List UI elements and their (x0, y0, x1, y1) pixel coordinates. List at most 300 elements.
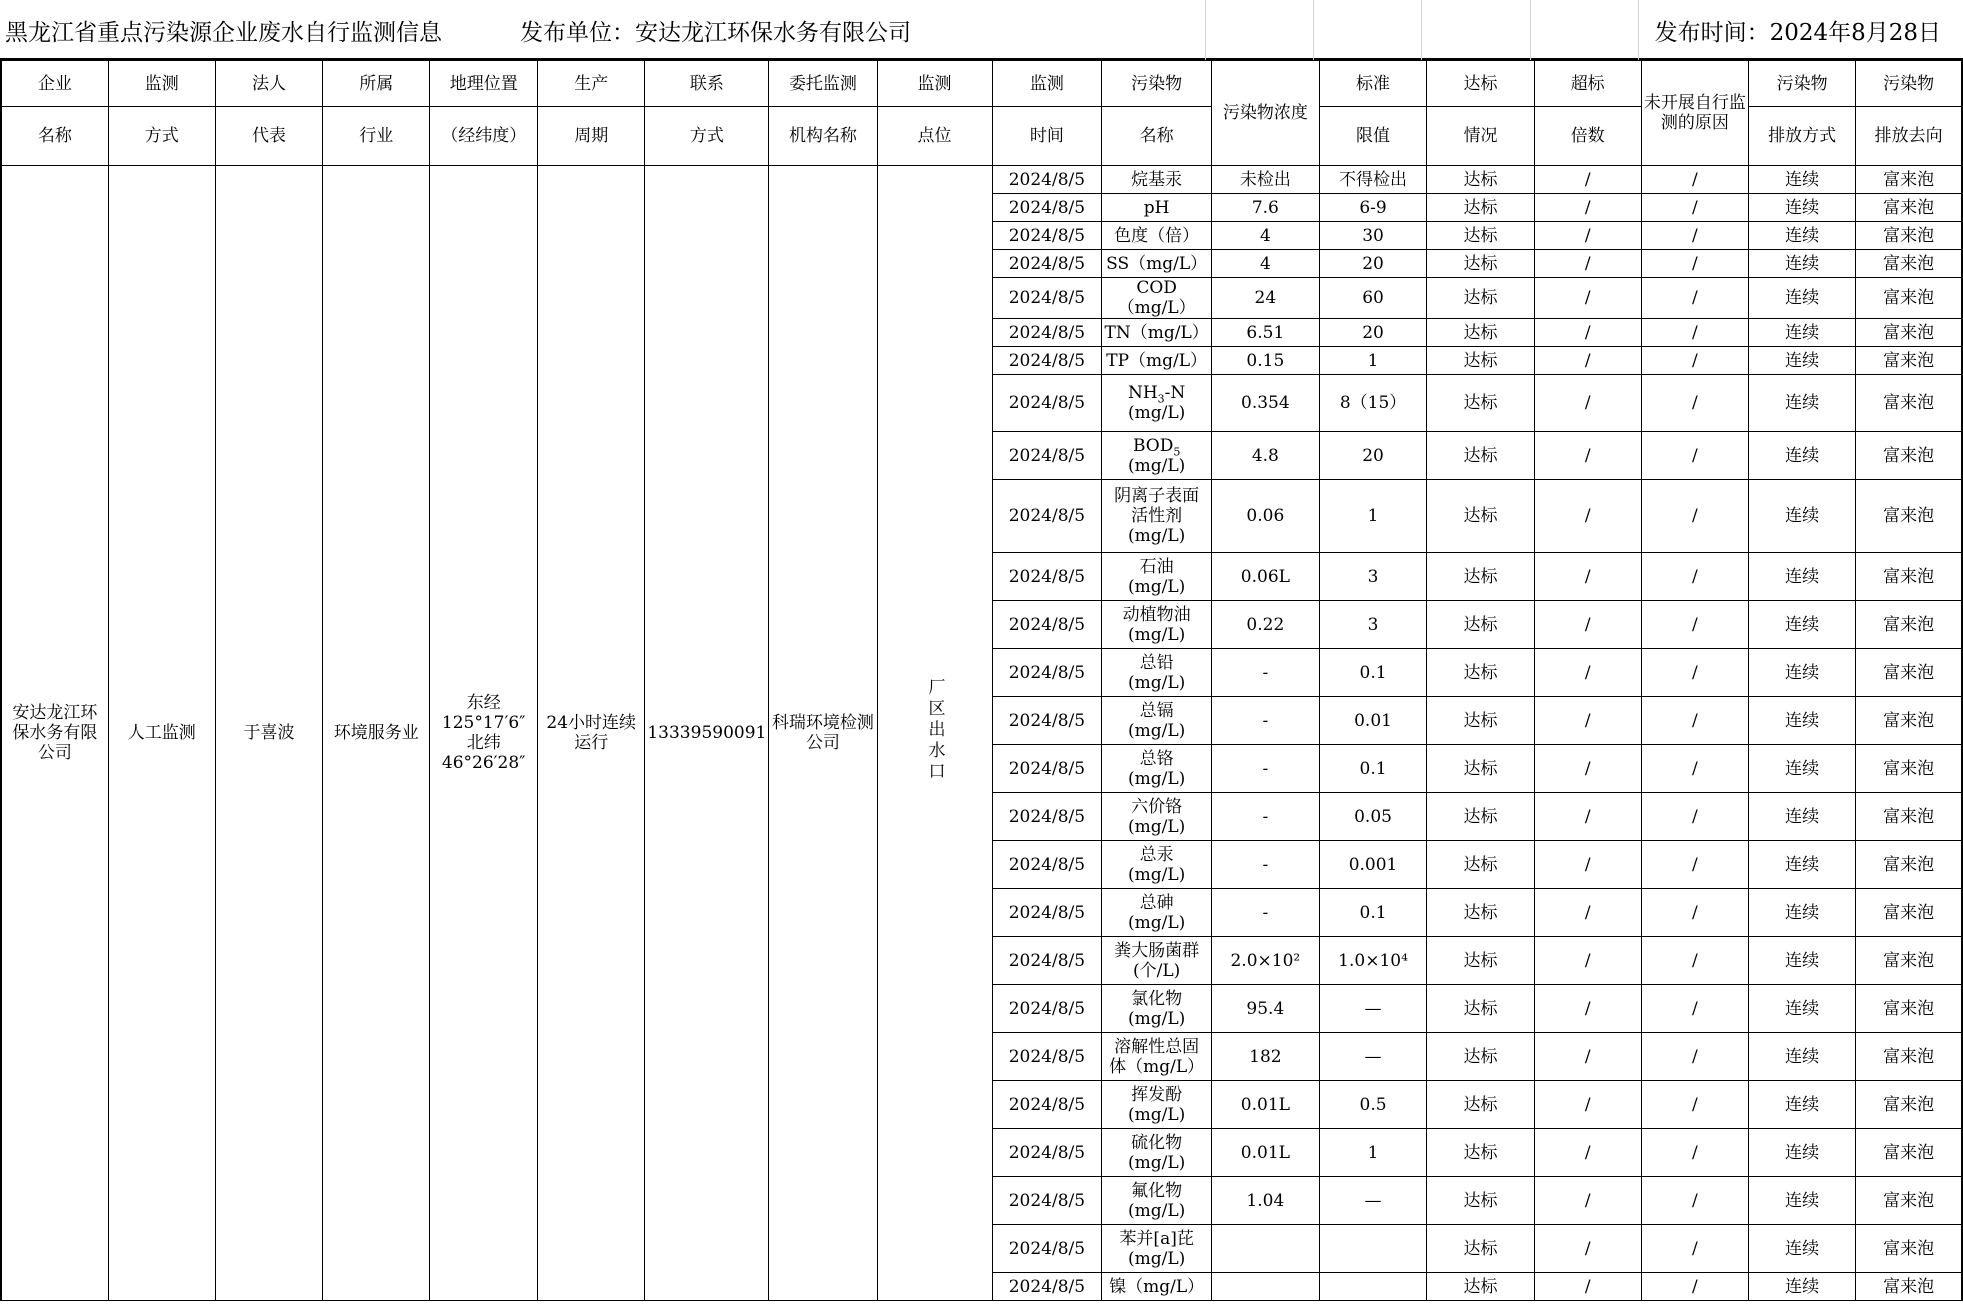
discharge-mode-cell: 连续 (1749, 985, 1856, 1033)
concentration-cell: - (1212, 841, 1320, 889)
no-monitor-reason-cell: / (1641, 432, 1748, 480)
compliance-status-cell: 达标 (1427, 250, 1534, 278)
monitor-date-cell: 2024/8/5 (992, 985, 1102, 1033)
no-monitor-reason-cell: / (1641, 1033, 1748, 1081)
standard-limit-cell: 3 (1319, 601, 1427, 649)
no-monitor-reason-cell: / (1641, 1177, 1748, 1225)
compliance-status-cell: 达标 (1427, 745, 1534, 793)
exceed-times-cell: / (1534, 319, 1641, 347)
compliance-status-cell: 达标 (1427, 222, 1534, 250)
header-dest-2: 排放去向 (1856, 107, 1962, 166)
compliance-status-cell: 达标 (1427, 649, 1534, 697)
standard-limit-cell: 0.1 (1319, 889, 1427, 937)
exceed-times-cell: / (1534, 1033, 1641, 1081)
compliance-status-cell: 达标 (1427, 601, 1534, 649)
cycle-cell-text: 24小时连续运行 (546, 713, 637, 753)
monitor-date-cell: 2024/8/5 (992, 697, 1102, 745)
header-agency-1: 委托监测 (769, 61, 877, 107)
concentration-cell: - (1212, 889, 1320, 937)
agency-cell-text: 科瑞环境检测公司 (771, 713, 874, 753)
pollutant-name-line: (mg/L) (1127, 526, 1186, 546)
exceed-times-cell: / (1534, 985, 1641, 1033)
pollutant-name-line: 总汞 (1139, 844, 1174, 865)
pollutant-name-line: 总铅 (1139, 652, 1174, 673)
pollutant-name-line: (mg/L) (1127, 1200, 1186, 1221)
monitor-date-cell: 2024/8/5 (992, 745, 1102, 793)
standard-limit-cell: 0.1 (1319, 745, 1427, 793)
concentration-cell: 0.354 (1212, 375, 1320, 432)
monitor-date-cell: 2024/8/5 (992, 319, 1102, 347)
pollutant-name-line: 总砷 (1139, 892, 1174, 913)
standard-limit-cell: 3 (1319, 553, 1427, 601)
cell-gridline (1530, 0, 1531, 60)
pollutant-name-cell (1102, 1225, 1212, 1273)
concentration-cell: 0.15 (1212, 347, 1320, 375)
pollutant-formula: BOD (1132, 435, 1174, 456)
discharge-mode-cell: 连续 (1749, 745, 1856, 793)
pollutant-name-cell (1102, 347, 1212, 375)
monitoring-table (0, 60, 1963, 1301)
concentration-cell: 7.6 (1212, 194, 1320, 222)
exceed-times-cell: / (1534, 222, 1641, 250)
pollutant-name-line: 色度（倍） (1114, 225, 1200, 246)
no-monitor-reason-cell: / (1641, 319, 1748, 347)
standard-limit-cell: 20 (1319, 250, 1427, 278)
no-monitor-reason-cell: / (1641, 250, 1748, 278)
pollutant-formula-suffix: -N (1164, 383, 1186, 403)
pollutant-unit: (mg/L) (1127, 403, 1186, 423)
exceed-times-cell: / (1534, 194, 1641, 222)
exceed-times-cell: / (1534, 697, 1641, 745)
compliance-status-cell: 达标 (1427, 1177, 1534, 1225)
pollutant-name-line: 动植物油 (1122, 604, 1191, 625)
pollutant-name-cell (1102, 697, 1212, 745)
pollutant-name-cell (1102, 166, 1212, 194)
exceed-times-cell: / (1534, 375, 1641, 432)
pollutant-name-line: 总镉 (1139, 700, 1174, 721)
monitor-date-cell: 2024/8/5 (992, 649, 1102, 697)
pollutant-name-line: (个/L) (1133, 960, 1181, 981)
header-method-2: 方式 (108, 107, 215, 166)
header-time-1: 监测 (992, 61, 1102, 107)
no-monitor-reason-cell: / (1641, 1129, 1748, 1177)
concentration-cell: - (1212, 649, 1320, 697)
pollutant-name-line: (mg/L) (1127, 1152, 1186, 1173)
discharge-mode-cell: 连续 (1749, 166, 1856, 194)
concentration-cell: - (1212, 697, 1320, 745)
pollutant-name-cell (1102, 793, 1212, 841)
discharge-dest-cell: 富来泡 (1856, 889, 1962, 937)
pollutant-name-line: (mg/L) (1127, 720, 1186, 741)
compliance-status-cell: 达标 (1427, 937, 1534, 985)
discharge-mode-cell: 连续 (1749, 1129, 1856, 1177)
exceed-times-cell: / (1534, 745, 1641, 793)
compliance-status-cell: 达标 (1427, 1225, 1534, 1273)
standard-limit-cell (1319, 1225, 1427, 1273)
exceed-times-cell: / (1534, 649, 1641, 697)
standard-limit-cell: 20 (1319, 432, 1427, 480)
pollutant-name-line: 镍（mg/L） (1109, 1276, 1205, 1297)
pollutant-name-cell (1102, 480, 1212, 553)
no-monitor-reason-cell: / (1641, 889, 1748, 937)
exceed-times-cell: / (1534, 1081, 1641, 1129)
discharge-dest-cell: 富来泡 (1856, 985, 1962, 1033)
header-mode-2: 排放方式 (1749, 107, 1856, 166)
compliance-status-cell: 达标 (1427, 889, 1534, 937)
monitor-date-cell: 2024/8/5 (992, 841, 1102, 889)
no-monitor-reason-cell: / (1641, 166, 1748, 194)
exceed-times-cell: / (1534, 1273, 1641, 1301)
pollutant-name-line: 粪大肠菌群 (1114, 940, 1200, 961)
concentration-cell (1212, 1273, 1320, 1301)
monitor-date-cell: 2024/8/5 (992, 194, 1102, 222)
monitor-date-cell: 2024/8/5 (992, 480, 1102, 553)
no-monitor-reason-cell: / (1641, 601, 1748, 649)
concentration-cell: 0.01L (1212, 1129, 1320, 1177)
no-monitor-reason-cell: / (1641, 194, 1748, 222)
discharge-dest-cell: 富来泡 (1856, 250, 1962, 278)
standard-limit-cell: — (1319, 985, 1427, 1033)
discharge-dest-cell: 富来泡 (1856, 697, 1962, 745)
discharge-mode-cell: 连续 (1749, 250, 1856, 278)
discharge-mode-cell: 连续 (1749, 278, 1856, 319)
pollutant-name-line: (mg/L) (1127, 1008, 1186, 1029)
pollutant-name-line: (mg/L) (1127, 816, 1186, 837)
monitor-date-cell: 2024/8/5 (992, 1273, 1102, 1301)
header-dest-1: 污染物 (1856, 61, 1962, 107)
header-industry-1: 所属 (323, 61, 430, 107)
header-location-2: （经纬度） (430, 107, 538, 166)
no-monitor-reason-cell: / (1641, 480, 1748, 553)
monitor-date-cell: 2024/8/5 (992, 432, 1102, 480)
discharge-dest-cell: 富来泡 (1856, 841, 1962, 889)
discharge-dest-cell: 富来泡 (1856, 480, 1962, 553)
monitor-date-cell: 2024/8/5 (992, 601, 1102, 649)
header-time-2: 时间 (992, 107, 1102, 166)
discharge-dest-cell: 富来泡 (1856, 375, 1962, 432)
compliance-status-cell: 达标 (1427, 194, 1534, 222)
pollutant-name-line: (mg/L) (1127, 1248, 1186, 1269)
exceed-times-cell: / (1534, 347, 1641, 375)
no-monitor-reason-cell: / (1641, 937, 1748, 985)
monitor-date-cell: 2024/8/5 (992, 1225, 1102, 1273)
concentration-cell: 24 (1212, 278, 1320, 319)
pollutant-name-cell (1102, 194, 1212, 222)
exceed-times-cell: / (1534, 480, 1641, 553)
cell-gridline (1638, 0, 1639, 60)
legal-rep-cell (215, 166, 322, 1301)
compliance-status-cell: 达标 (1427, 375, 1534, 432)
legal-rep-cell-text: 于喜波 (243, 723, 295, 743)
no-monitor-reason-cell: / (1641, 697, 1748, 745)
discharge-dest-cell: 富来泡 (1856, 194, 1962, 222)
pollutant-name-cell (1102, 278, 1212, 319)
discharge-mode-cell: 连续 (1749, 697, 1856, 745)
pollutant-name-line: (mg/L) (1127, 672, 1186, 693)
pollutant-name-cell (1102, 841, 1212, 889)
pollutant-name-line (1104, 436, 1209, 456)
discharge-mode-cell: 连续 (1749, 841, 1856, 889)
compliance-status-cell: 达标 (1427, 166, 1534, 194)
location-line: 北纬 (466, 733, 501, 753)
monitor-date-cell: 2024/8/5 (992, 1177, 1102, 1225)
compliance-status-cell: 达标 (1427, 278, 1534, 319)
pollutant-name-line: (mg/L) (1127, 576, 1186, 597)
discharge-mode-cell: 连续 (1749, 375, 1856, 432)
compliance-status-cell: 达标 (1427, 1033, 1534, 1081)
exceed-times-cell: / (1534, 937, 1641, 985)
discharge-mode-cell: 连续 (1749, 432, 1856, 480)
discharge-dest-cell: 富来泡 (1856, 432, 1962, 480)
pollutant-name-line: (mg/L) (1127, 912, 1186, 933)
pollutant-name-line: 六价铬 (1131, 796, 1183, 817)
monitor-point-text: 厂区出水口 (924, 678, 945, 783)
pollutant-name-line: 阴离子表面 (1114, 486, 1200, 506)
pollutant-name-line: SS（mg/L） (1106, 253, 1208, 274)
header-contact-2: 方式 (645, 107, 769, 166)
no-monitor-reason-cell: / (1641, 375, 1748, 432)
discharge-dest-cell: 富来泡 (1856, 649, 1962, 697)
pollutant-name-cell (1102, 985, 1212, 1033)
header-legal-rep-1: 法人 (215, 61, 322, 107)
discharge-mode-cell: 连续 (1749, 1225, 1856, 1273)
compliance-status-cell: 达标 (1427, 985, 1534, 1033)
location-line: 46°26′28″ (441, 753, 526, 773)
pollutant-name-cell (1102, 250, 1212, 278)
no-monitor-reason-cell: / (1641, 1081, 1748, 1129)
compliance-status-cell: 达标 (1427, 480, 1534, 553)
monitor-date-cell: 2024/8/5 (992, 166, 1102, 194)
pollutant-name-cell (1102, 1033, 1212, 1081)
compliance-status-cell: 达标 (1427, 432, 1534, 480)
discharge-mode-cell: 连续 (1749, 937, 1856, 985)
pollutant-name-cell (1102, 889, 1212, 937)
header-method-1: 监测 (108, 61, 215, 107)
discharge-dest-cell: 富来泡 (1856, 1177, 1962, 1225)
discharge-mode-cell: 连续 (1749, 889, 1856, 937)
concentration-cell: - (1212, 793, 1320, 841)
compliance-status-cell: 达标 (1427, 319, 1534, 347)
exceed-times-cell: / (1534, 601, 1641, 649)
exceed-times-cell: / (1534, 889, 1641, 937)
cell-gridline (1313, 0, 1314, 60)
discharge-mode-cell: 连续 (1749, 1273, 1856, 1301)
concentration-cell: 2.0×10² (1212, 937, 1320, 985)
discharge-mode-cell: 连续 (1749, 553, 1856, 601)
publisher-label: 发布单位：安达龙江环保水务有限公司 (520, 20, 911, 46)
standard-limit-cell: 1.0×10⁴ (1319, 937, 1427, 985)
cell-gridline (1421, 0, 1422, 60)
standard-limit-cell: 0.05 (1319, 793, 1427, 841)
pollutant-name-cell (1102, 1177, 1212, 1225)
header-industry-2: 行业 (323, 107, 430, 166)
pollutant-name-cell (1102, 937, 1212, 985)
standard-limit-cell (1319, 1273, 1427, 1301)
no-monitor-reason-cell: / (1641, 347, 1748, 375)
exceed-times-cell: / (1534, 553, 1641, 601)
no-monitor-reason-cell: / (1641, 278, 1748, 319)
standard-limit-cell: 8（15） (1319, 375, 1427, 432)
pollutant-name-cell (1102, 601, 1212, 649)
discharge-mode-cell: 连续 (1749, 347, 1856, 375)
pollutant-name-line: (mg/L) (1127, 768, 1186, 789)
concentration-cell (1212, 1225, 1320, 1273)
no-monitor-reason-cell: / (1641, 1273, 1748, 1301)
header-cycle-2: 周期 (538, 107, 645, 166)
pollutant-name-cell (1102, 745, 1212, 793)
discharge-mode-cell: 连续 (1749, 1081, 1856, 1129)
pollutant-name-line: (mg/L) (1127, 1104, 1186, 1125)
compliance-status-cell: 达标 (1427, 347, 1534, 375)
standard-limit-cell: 0.1 (1319, 649, 1427, 697)
no-monitor-reason-cell: / (1641, 222, 1748, 250)
standard-limit-cell: 0.01 (1319, 697, 1427, 745)
exceed-times-cell: / (1534, 278, 1641, 319)
no-monitor-reason-cell: / (1641, 1225, 1748, 1273)
header-mode-1: 污染物 (1749, 61, 1856, 107)
compliance-status-cell: 达标 (1427, 1273, 1534, 1301)
concentration-cell: 0.06 (1212, 480, 1320, 553)
concentration-cell: 4 (1212, 250, 1320, 278)
standard-limit-cell: 6-9 (1319, 194, 1427, 222)
header-no-monitor-reason: 未开展自行监测的原因 (1641, 61, 1748, 166)
no-monitor-reason-cell: / (1641, 649, 1748, 697)
concentration-cell: 182 (1212, 1033, 1320, 1081)
pollutant-name-line: (mg/L) (1127, 864, 1186, 885)
exceed-times-cell: / (1534, 432, 1641, 480)
phone-cell-text: 13339590091 (647, 723, 767, 743)
monitor-method-cell-text: 人工监测 (127, 723, 196, 743)
standard-limit-cell: 1 (1319, 480, 1427, 553)
standard-limit-cell: 0.5 (1319, 1081, 1427, 1129)
pollutant-name-line: 总铬 (1139, 748, 1174, 769)
industry-cell-text: 环境服务业 (333, 723, 419, 743)
monitor-date-cell: 2024/8/5 (992, 889, 1102, 937)
pollutant-name-cell (1102, 1273, 1212, 1301)
monitor-date-cell: 2024/8/5 (992, 250, 1102, 278)
concentration-cell: - (1212, 745, 1320, 793)
standard-limit-cell: 1 (1319, 1129, 1427, 1177)
pollutant-name-line (1104, 383, 1209, 406)
discharge-dest-cell: 富来泡 (1856, 1081, 1962, 1129)
discharge-dest-cell: 富来泡 (1856, 278, 1962, 319)
header-point-1: 监测 (877, 61, 992, 107)
monitor-date-cell: 2024/8/5 (992, 937, 1102, 985)
discharge-dest-cell: 富来泡 (1856, 166, 1962, 194)
pollutant-subscript: 3 (1157, 392, 1165, 406)
monitor-date-cell: 2024/8/5 (992, 347, 1102, 375)
monitor-date-cell: 2024/8/5 (992, 375, 1102, 432)
pollutant-name-cell (1102, 375, 1212, 432)
monitor-date-cell: 2024/8/5 (992, 793, 1102, 841)
concentration-cell: 0.06L (1212, 553, 1320, 601)
location-line: 东经 (466, 693, 501, 713)
discharge-dest-cell: 富来泡 (1856, 347, 1962, 375)
no-monitor-reason-cell: / (1641, 553, 1748, 601)
header-point-2: 点位 (877, 107, 992, 166)
header-contact-1: 联系 (645, 61, 769, 107)
compliance-status-cell: 达标 (1427, 553, 1534, 601)
concentration-cell: 1.04 (1212, 1177, 1320, 1225)
compliance-status-cell: 达标 (1427, 697, 1534, 745)
sheet-title: 黑龙江省重点污染源企业废水自行监测信息 (5, 20, 442, 46)
exceed-times-cell: / (1534, 1177, 1641, 1225)
discharge-mode-cell: 连续 (1749, 601, 1856, 649)
concentration-cell: 未检出 (1212, 166, 1320, 194)
pollutant-name-line: 氯化物 (1131, 988, 1183, 1009)
standard-limit-cell: 不得检出 (1319, 166, 1427, 194)
header-legal-rep-2: 代表 (215, 107, 322, 166)
header-pollutant-1: 污染物 (1102, 61, 1212, 107)
pollutant-name-cell (1102, 649, 1212, 697)
header-concentration: 污染物浓度 (1212, 61, 1320, 166)
monitor-date-cell: 2024/8/5 (992, 553, 1102, 601)
header-company-1: 企业 (1, 61, 108, 107)
company-name-cell (1, 166, 108, 1301)
pollutant-name-cell (1102, 1081, 1212, 1129)
pollutant-name-line: (mg/L) (1127, 624, 1186, 645)
compliance-status-cell: 达标 (1427, 1129, 1534, 1177)
header-status-1: 达标 (1427, 61, 1534, 107)
header-cycle-1: 生产 (538, 61, 645, 107)
no-monitor-reason-cell: / (1641, 985, 1748, 1033)
standard-limit-cell: — (1319, 1033, 1427, 1081)
exceed-times-cell: / (1534, 793, 1641, 841)
cycle-cell (538, 166, 645, 1301)
discharge-dest-cell: 富来泡 (1856, 222, 1962, 250)
discharge-mode-cell: 连续 (1749, 222, 1856, 250)
discharge-dest-cell: 富来泡 (1856, 319, 1962, 347)
pollutant-name-line: COD（mg/L） (1117, 278, 1196, 318)
header-status-2: 情况 (1427, 107, 1534, 166)
header-exceed-2: 倍数 (1534, 107, 1641, 166)
monitor-date-cell: 2024/8/5 (992, 222, 1102, 250)
pollutant-unit: (mg/L) (1127, 455, 1186, 476)
exceed-times-cell: / (1534, 1225, 1641, 1273)
pollutant-name-line: 氟化物 (1131, 1180, 1183, 1201)
pollutant-name-cell (1102, 319, 1212, 347)
pollutant-subscript: 5 (1173, 444, 1181, 458)
compliance-status-cell: 达标 (1427, 793, 1534, 841)
location-line: 125°17′6″ (441, 713, 526, 733)
cell-gridline (1205, 0, 1206, 60)
pollutant-name-cell (1102, 553, 1212, 601)
title-bar (0, 0, 1963, 60)
header-agency-2: 机构名称 (769, 107, 877, 166)
concentration-cell: 95.4 (1212, 985, 1320, 1033)
pollutant-name-line: 溶解性总固 (1114, 1036, 1200, 1057)
header-limit-1: 标准 (1319, 61, 1427, 107)
pollutant-name-cell (1102, 1129, 1212, 1177)
compliance-status-cell: 达标 (1427, 1081, 1534, 1129)
no-monitor-reason-cell: / (1641, 841, 1748, 889)
standard-limit-cell: 60 (1319, 278, 1427, 319)
exceed-times-cell: / (1534, 250, 1641, 278)
pollutant-formula: NH (1127, 383, 1158, 403)
pollutant-name-line: 石油 (1139, 556, 1174, 577)
pollutant-name-line: 挥发酚 (1131, 1084, 1183, 1105)
discharge-dest-cell: 富来泡 (1856, 1129, 1962, 1177)
standard-limit-cell: 1 (1319, 347, 1427, 375)
compliance-status-cell: 达标 (1427, 841, 1534, 889)
standard-limit-cell: 30 (1319, 222, 1427, 250)
header-location-1: 地理位置 (430, 61, 538, 107)
discharge-mode-cell: 连续 (1749, 649, 1856, 697)
header-limit-2: 限值 (1319, 107, 1427, 166)
standard-limit-cell: — (1319, 1177, 1427, 1225)
discharge-dest-cell: 富来泡 (1856, 1225, 1962, 1273)
discharge-dest-cell: 富来泡 (1856, 1033, 1962, 1081)
